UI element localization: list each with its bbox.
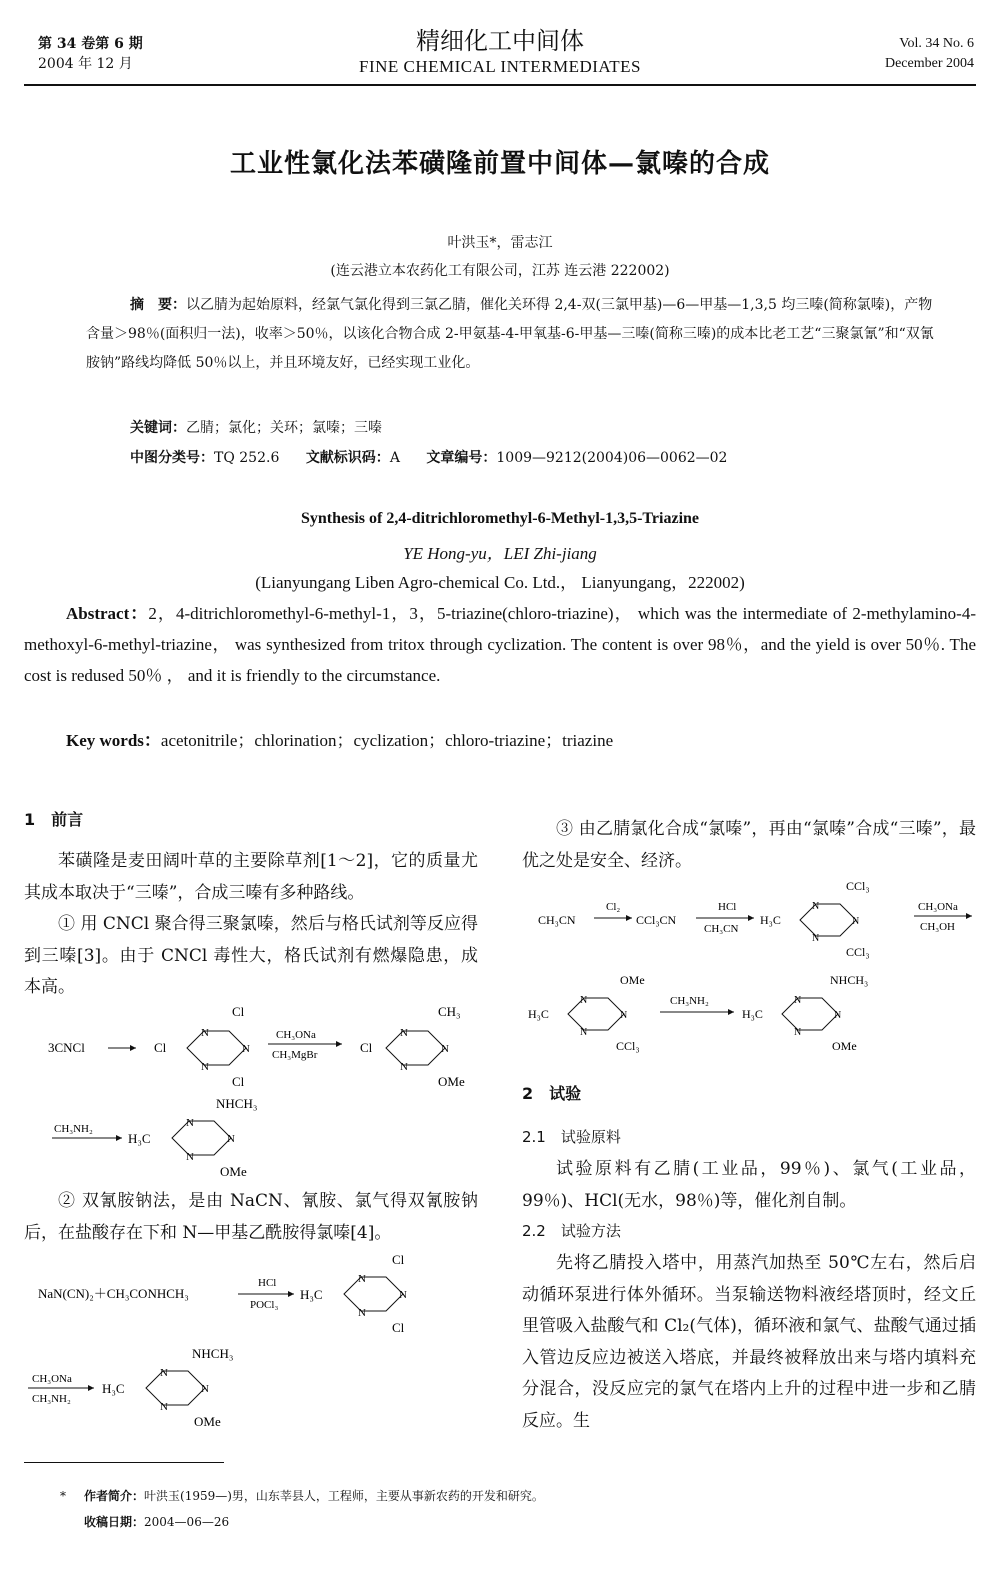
- paper-title-en: Synthesis of 2,4-ditrichloromethyl-6-Methyl-1,3,5-Triazine: [300, 510, 700, 527]
- right-paragraph-3: 先将乙腈投入塔中，用蒸汽加热至 50℃左右，然后启动循环泵进行体外循环。当泵输送物料液经塔顶时，经文丘里管吸入盐酸气和 Cl₂(气体)，循环液和氯气、盐酸气通过插入管边反应边被送入塔底，并最终被释放出来与塔内填料充分混合，没反应完的氯气在塔内上升的过程中进一步和乙腈反应。生: [522, 1253, 976, 1431]
- header-volume-en: [885, 34, 974, 74]
- scheme2-ring-2: [146, 1371, 205, 1405]
- doc-code-label: 文献标识码：: [305, 450, 390, 466]
- section-2-2-heading: 2.2 试验方法: [522, 1222, 621, 1240]
- scheme2-ring2-nhch3: NHCH₃: [192, 1346, 234, 1361]
- keywords-en-text: acetonitrile；chlorination；cyclization；chloro-triazine；triazine: [160, 731, 614, 750]
- scheme3-ring-2: [568, 998, 624, 1030]
- scheme3-reagent-bottom: CH₃OH: [920, 921, 956, 933]
- scheme2-ring2-ome: OMe: [194, 1414, 221, 1429]
- article-no-value: 1009—9212(2004)06—0062—02: [496, 450, 728, 466]
- scheme2-ring1-cl-bottom: Cl: [392, 1320, 405, 1335]
- scheme2-reactant: NaN(CN)₂＋CH₃CONHCH₃: [38, 1286, 189, 1301]
- scheme2-ring2-h3c: H₃C: [102, 1381, 125, 1396]
- scheme3-ring2-n2: N: [620, 1010, 628, 1021]
- abstract-en-text: 2，4-ditrichloromethyl-6-methyl-1，3，5-triazine(chloro-triazine)， which was the intermediate of 2-methylamino-4-methoxyl-6-methyl-triazine， was synthesized from tritox through cyclization. The content is over 98％，and the yield is over 50％. The cost is redused 50％ ， and it is friendly to the circumstance.: [24, 604, 977, 685]
- scheme1-ring1-cl-bottom: Cl: [232, 1074, 245, 1089]
- scheme3-ring1-n2: N: [852, 916, 860, 927]
- scheme1-ring3-nhch3: NHCH₃: [216, 1096, 258, 1111]
- scheme3-ring3-ome: OMe: [832, 1039, 857, 1053]
- abstract-en: [24, 598, 976, 691]
- scheme2-ring2-n1: N: [160, 1367, 168, 1379]
- footnote-bio-label: 作者简介：: [84, 1489, 145, 1503]
- clc-label: 中图分类号：: [130, 450, 214, 466]
- clc-value: TQ 252.6: [214, 450, 280, 466]
- scheme1-ring-3: [172, 1121, 231, 1155]
- scheme1-ring1-cl-top: Cl: [232, 1004, 245, 1019]
- scheme1-ring3-n3: N: [186, 1151, 194, 1163]
- abstract-cn: [86, 291, 936, 378]
- right-paragraph-2: 试验原料有乙腈(工业品，99％)、氯气(工业品，99％)、HCl(无水，98％)等，催化剂自制。: [522, 1159, 976, 1211]
- scheme1-ring2-cl: Cl: [360, 1040, 373, 1055]
- header-date: 2004 年 12 月: [38, 56, 133, 72]
- article-no-label: 文章编号：: [426, 450, 497, 466]
- right-paragraph-1: ③ 由乙腈氯化合成“氯嗪”，再由“氯嗪”合成“三嗪”，最优之处是安全、经济。: [522, 819, 976, 871]
- keywords-cn: [130, 417, 382, 437]
- keywords-en: [66, 726, 613, 751]
- authors-cn: 叶洪玉*，雷志江: [447, 235, 553, 251]
- footnote-received: [84, 1512, 229, 1532]
- scheme3-ring3-nhch3: NHCH₃: [830, 973, 869, 987]
- scheme2-ring-1: [344, 1277, 403, 1311]
- scheme3-ring1-ccl3-bottom: CCl₃: [846, 945, 870, 959]
- scheme1-ring3-n2: N: [227, 1133, 235, 1145]
- scheme1-reagent-top: CH₃ONa: [276, 1029, 316, 1041]
- left-paragraph-2: ① 用 CNCl 聚合得三聚氯嗪，然后与格氏试剂等反应得到三嗪[3]。由于 CNCl 毒性大，格氏试剂有燃爆隐患，成本高。: [24, 914, 478, 997]
- keywords-en-label: Key words：: [66, 731, 161, 750]
- scheme3-arrow-1-head: [626, 915, 632, 921]
- scheme3-mid: CCl₃CN: [636, 913, 677, 927]
- scheme3-ring-1: [800, 904, 856, 936]
- scheme2-arrow-1-head: [288, 1291, 294, 1297]
- journal-name-en: FINE CHEMICAL INTERMEDIATES: [358, 57, 642, 76]
- keywords-cn-label: 关键词：: [130, 420, 186, 436]
- scheme3-ring3-n2: N: [834, 1010, 842, 1021]
- section-2-1-heading: 2.1 试验原料: [522, 1128, 621, 1146]
- scheme2-ring1-h3c: H₃C: [300, 1287, 323, 1302]
- left-paragraph-3: ② 双氰胺钠法，是由 NaCN、氰胺、氯气得双氰胺钠后，在盐酸存在下和 N—甲基乙酰胺得氯嗪[4]。: [24, 1191, 478, 1243]
- scheme1-ring3-h3c: H₃C: [128, 1131, 151, 1146]
- keywords-cn-text: 乙腈；氯化；关环；氯嗪；三嗪: [186, 420, 382, 436]
- header-date-en: December 2004: [884, 56, 974, 71]
- scheme-dicyanamide-route: [24, 1250, 484, 1436]
- scheme1-reagent2: CH₃NH₂: [54, 1123, 93, 1135]
- section-2-heading: 2 试验: [522, 1084, 582, 1103]
- scheme2-ring1-n3: N: [358, 1307, 366, 1319]
- affiliation-en: (Lianyungang Liben Agro-chemical Co. Ltd.， Lianyungang，222002): [255, 573, 745, 592]
- scheme3-ring-3: [782, 998, 838, 1030]
- scheme3-start: CH₃CN: [538, 913, 576, 927]
- scheme2-ring2-n2: N: [201, 1383, 209, 1395]
- abstract-en-label: Abstract：: [66, 604, 149, 623]
- scheme1-ring3-n1: N: [186, 1117, 194, 1129]
- authors-en: YE Hong-yu，LEI Zhi-jiang: [403, 544, 597, 563]
- abstract-cn-text: 以乙腈为起始原料，经氯气氯化得到三氯乙腈，催化关环得 2,4-双(三氯甲基)—6—甲基—1,3,5 均三嗪(简称氯嗪)，产物含量＞98％(面积归一法)，收率＞50％，以该化合物合成 2-甲氨基-4-甲氧基-6-甲基—三嗪(简称三嗪)的成本比老工艺“三聚氯氰”和“双氰胺钠”路线均降低 50％以上，并且环境友好，已经实现工业化。: [86, 297, 934, 371]
- affiliation-cn: (连云港立本农药化工有限公司，江苏 连云港 222002): [330, 263, 670, 279]
- scheme1-reagent-bottom: CH₃MgBr: [272, 1049, 318, 1061]
- scheme3-ring1-n1: N: [812, 901, 820, 912]
- scheme3-ring3-h3c: H₃C: [742, 1007, 763, 1021]
- scheme-chlorination-route: [524, 872, 976, 1062]
- footnote-received-label: 收稿日期：: [84, 1515, 145, 1529]
- scheme3-ring2-ccl3: CCl₃: [616, 1039, 640, 1053]
- scheme2-reagent2-bottom: CH₃NH₂: [32, 1393, 71, 1405]
- scheme3-cl2: Cl₂: [606, 901, 621, 913]
- scheme1-arrow-1-head: [130, 1045, 136, 1051]
- scheme2-arrow-2-head: [88, 1385, 94, 1391]
- scheme3-ring1-ccl3-top: CCl₃: [846, 879, 870, 893]
- scheme1-ring-1: [187, 1031, 246, 1065]
- classification-line: [130, 447, 727, 467]
- scheme3-ring3-n1: N: [794, 995, 802, 1006]
- footnote-author-bio: [60, 1486, 544, 1506]
- paper-title-cn: 工业性氯化法苯磺隆前置中间体—氯嗪的合成: [229, 149, 770, 179]
- journal-masthead: [0, 26, 1000, 78]
- scheme2-ring1-n2: N: [399, 1289, 407, 1301]
- scheme3-arrow-3-head: [966, 913, 972, 919]
- scheme1-ring1-n3: N: [201, 1061, 209, 1073]
- scheme1-arrow-3-head: [116, 1135, 122, 1141]
- scheme3-reagent2: CH₃NH₂: [670, 995, 709, 1007]
- scheme-cncl-route: [24, 1000, 484, 1182]
- scheme1-ring2-ome: OMe: [438, 1074, 465, 1089]
- scheme2-reagent-bottom: POCl₃: [250, 1299, 279, 1311]
- scheme3-ring2-h3c: H₃C: [528, 1007, 549, 1021]
- footnote-rule: [24, 1462, 224, 1463]
- header-rule: [24, 84, 976, 86]
- scheme2-reagent2-top: CH₃ONa: [32, 1373, 72, 1385]
- header-vol-no: Vol. 34 No. 6: [899, 36, 974, 51]
- scheme1-ring-2: [386, 1031, 445, 1065]
- footnote-star: *: [60, 1489, 66, 1503]
- scheme3-ring1-n3: N: [812, 933, 820, 944]
- abstract-cn-label: 摘 要：: [130, 297, 186, 313]
- journal-name-cn: 精细化工中间体: [416, 27, 584, 55]
- scheme3-ring2-n1: N: [580, 995, 588, 1006]
- scheme3-ring2-ome: OMe: [620, 973, 645, 987]
- scheme3-ring3-n3: N: [794, 1027, 802, 1038]
- section-1-heading: 1 前言: [24, 810, 84, 829]
- scheme3-hcl: HCl: [718, 901, 737, 913]
- scheme1-ring3-ome: OMe: [220, 1164, 247, 1179]
- scheme1-ring2-n3: N: [400, 1061, 408, 1073]
- scheme1-ring1-cl-left: Cl: [154, 1040, 167, 1055]
- scheme3-arrow-4-head: [728, 1009, 734, 1015]
- scheme1-arrow-2-head: [336, 1041, 342, 1047]
- doc-code-value: A: [389, 450, 400, 466]
- scheme3-ring1-h3c: H₃C: [760, 913, 781, 927]
- scheme2-ring1-n1: N: [358, 1273, 366, 1285]
- scheme3-reagent-top: CH₃ONa: [918, 901, 958, 913]
- scheme1-ring2-n1: N: [400, 1027, 408, 1039]
- scheme1-ring1-n1: N: [201, 1027, 209, 1039]
- left-paragraph-1: 苯磺隆是麦田阔叶草的主要除草剂[1～2]，它的质量尤其成本取决于“三嗪”，合成三嗪有多种路线。: [24, 851, 478, 903]
- footnote-received-date: 2004—06—26: [144, 1515, 230, 1529]
- scheme2-ring1-cl-top: Cl: [392, 1252, 405, 1267]
- scheme1-ring2-n2: N: [441, 1043, 449, 1055]
- scheme2-reagent-top: HCl: [258, 1277, 277, 1289]
- scheme1-ring1-n2: N: [242, 1043, 250, 1055]
- scheme2-ring2-n3: N: [160, 1401, 168, 1413]
- footnote-bio-text: 叶洪玉(1959—)男，山东莘县人，工程师，主要从事新农药的开发和研究。: [144, 1489, 544, 1503]
- scheme3-solvent: CH₃CN: [704, 923, 739, 935]
- scheme3-ring2-n3: N: [580, 1027, 588, 1038]
- scheme1-reactant: 3CNCl: [48, 1040, 85, 1055]
- scheme3-arrow-2-head: [748, 915, 754, 921]
- scheme1-ring2-ch3: CH₃: [438, 1004, 461, 1019]
- header-volume-issue: 第 34 卷第 6 期: [38, 36, 143, 52]
